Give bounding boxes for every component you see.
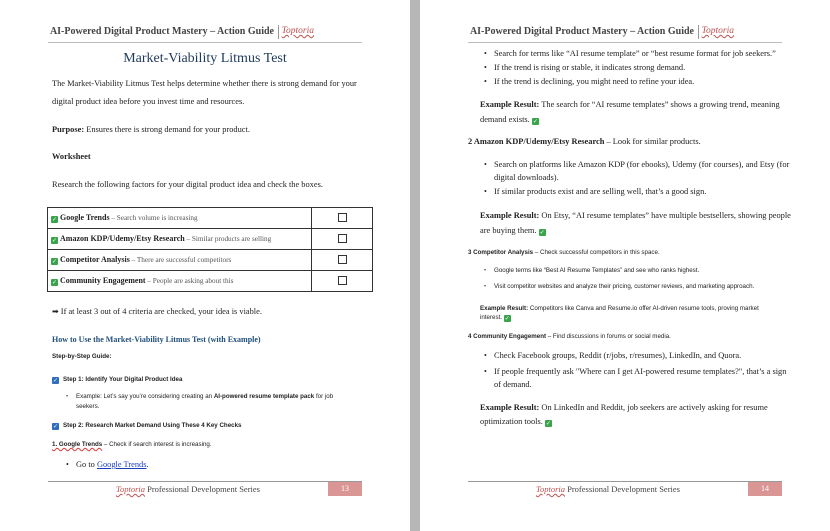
header-brand: Toptoria (701, 26, 734, 36)
how-to-heading: How to Use the Market-Viability Litmus Test (with Example) (52, 335, 261, 344)
bullet-icon: • (484, 268, 487, 274)
header-title: AI-Powered Digital Product Mastery – Action Guide (469, 26, 694, 37)
table-row: ✓ Google Trends – Search volume is increasing (48, 208, 373, 229)
example-result-4: Example Result: On LinkedIn and Reddit, job seekers are actively asking for resume (480, 403, 768, 412)
checkbox[interactable] (338, 213, 347, 222)
bullet-icon: • (484, 284, 487, 290)
bullet-icon: • (484, 187, 487, 196)
bullet-icon: • (484, 367, 487, 376)
example-result-2-cont: are buying them. ✓ (480, 226, 545, 236)
page-title: Market-Viability Litmus Test (123, 51, 287, 66)
example-result-3-cont: interest. ✓ (480, 314, 510, 322)
list-item-cont: of demand. (494, 380, 532, 389)
list-item: If similar products exist and are selling well, that’s a good sign. (494, 187, 707, 196)
list-item: Google terms like “Best AI Resume Templates” and see who ranks highest. (494, 267, 700, 274)
table-row: ✓ Amazon KDP/Udemy/Etsy Research – Similar products are selling (48, 229, 373, 250)
arrow-right-icon: ➡ (52, 307, 59, 316)
list-item: Check Facebook groups, Reddit (r/jobs, r/resumes), LinkedIn, and Quora. (494, 351, 742, 360)
research-instruction: Research the following factors for your digital product idea and check the boxes. (52, 180, 323, 189)
step-1-example-cont: seekers. (76, 403, 100, 410)
example-result-4-cont: optimization tools. ✓ (480, 417, 551, 427)
page-number: 13 (328, 482, 362, 496)
google-trends-link[interactable]: Google Trends (96, 460, 147, 469)
checkmark-icon: ✓ (504, 315, 510, 322)
document-page-left (0, 0, 410, 531)
bullet-icon: • (484, 63, 487, 72)
document-page-right (420, 0, 830, 531)
list-item: If people frequently ask "Where can I get AI-powered resume templates?", that’s a sign (494, 367, 787, 376)
footer-text: Toptoria Professional Development Series (536, 484, 680, 494)
example-result-1: Example Result: The search for “AI resume templates” shows a growing trend, meaning (480, 100, 780, 109)
checkmark-icon: ✓ (51, 279, 58, 286)
page-header (48, 22, 362, 43)
page-header (468, 22, 782, 43)
list-item: Visit competitor websites and analyze their pricing, customer reviews, and marketing approach. (494, 283, 755, 290)
purpose-line: Purpose: Ensures there is strong demand for your product. (52, 125, 250, 134)
page-footer (48, 481, 362, 496)
table-row: ✓ Competitor Analysis – There are successful competitors (48, 250, 373, 271)
google-trends-step: 1. Google Trends – Check if search interest is increasing. (52, 441, 212, 448)
page-number: 14 (748, 482, 782, 496)
list-item: Search for terms like “AI resume template” or “best resume format for job seekers.” (494, 49, 776, 58)
example-result-3: Example Result: Competitors like Canva and Resume.io offer AI-driven resume tools, proving market (480, 305, 759, 312)
example-result-2: Example Result: On Etsy, “AI resume templates” have multiple bestsellers, showing people (480, 211, 791, 220)
intro-line-2: digital product idea before you invest time and resources. (52, 97, 245, 106)
intro-line-1: The Market-Viability Litmus Test helps determine whether there is strong demand for your (52, 79, 357, 88)
bullet-icon: • (484, 160, 487, 169)
section-amazon-research: 2 Amazon KDP/Udemy/Etsy Research – Look for similar products. (468, 137, 701, 146)
step-by-step-label: Step-by-Step Guide: (52, 353, 112, 360)
checkmark-icon: ✓ (51, 258, 58, 265)
bullet-icon: • (484, 351, 487, 360)
table-row: ✓ Community Engagement – People are asking about this (48, 271, 373, 292)
step-1-example: Example: Let’s say you’re considering creating an AI-powered resume template pack for job (76, 393, 334, 400)
checkbox[interactable] (338, 234, 347, 243)
checkmark-icon: ✓ (51, 216, 58, 223)
checkmark-icon: ✓ (51, 237, 58, 244)
worksheet-table (47, 207, 373, 292)
worksheet-heading: Worksheet (52, 152, 91, 161)
checkmark-icon: ✓ (539, 229, 545, 236)
bullet-icon: • (484, 77, 487, 86)
list-item-cont: digital downloads). (494, 173, 559, 182)
checkbox[interactable] (338, 255, 347, 264)
checkbox-icon: ✓ (52, 423, 59, 430)
step-2: ✓ Step 2: Research Market Demand Using These 4 Key Checks (52, 422, 242, 430)
step-1: ✓ Step 1: Identify Your Digital Product Idea (52, 376, 183, 384)
section-community-engagement: 4 Community Engagement – Find discussions in forums or social media. (468, 333, 671, 340)
list-item: Search on platforms like Amazon KDP (for ebooks), Udemy (for courses), and Etsy (for (494, 160, 790, 169)
section-competitor-analysis: 3 Competitor Analysis – Check successful competitors in this space. (468, 249, 660, 256)
checkmark-icon: ✓ (545, 420, 551, 427)
bullet-icon: • (484, 49, 487, 58)
list-item: If the trend is rising or stable, it indicates strong demand. (494, 63, 686, 72)
header-brand: Toptoria (281, 26, 314, 36)
bullet-icon: • (66, 394, 69, 400)
goto-line: Go to Google Trends. (76, 460, 149, 469)
checkbox[interactable] (338, 276, 347, 285)
bullet-icon: • (66, 460, 69, 469)
header-title: AI-Powered Digital Product Mastery – Action Guide (49, 26, 274, 37)
footer-text: Toptoria Professional Development Series (116, 484, 260, 494)
checkbox-icon: ✓ (52, 377, 59, 384)
page-footer (468, 481, 782, 496)
example-result-1-cont: demand exists. ✓ (480, 115, 538, 125)
list-item: If the trend is declining, you might need to refine your idea. (494, 77, 695, 86)
viability-note: ➡ If at least 3 out of 4 criteria are checked, your idea is viable. (52, 307, 262, 316)
checkmark-icon: ✓ (532, 118, 538, 125)
